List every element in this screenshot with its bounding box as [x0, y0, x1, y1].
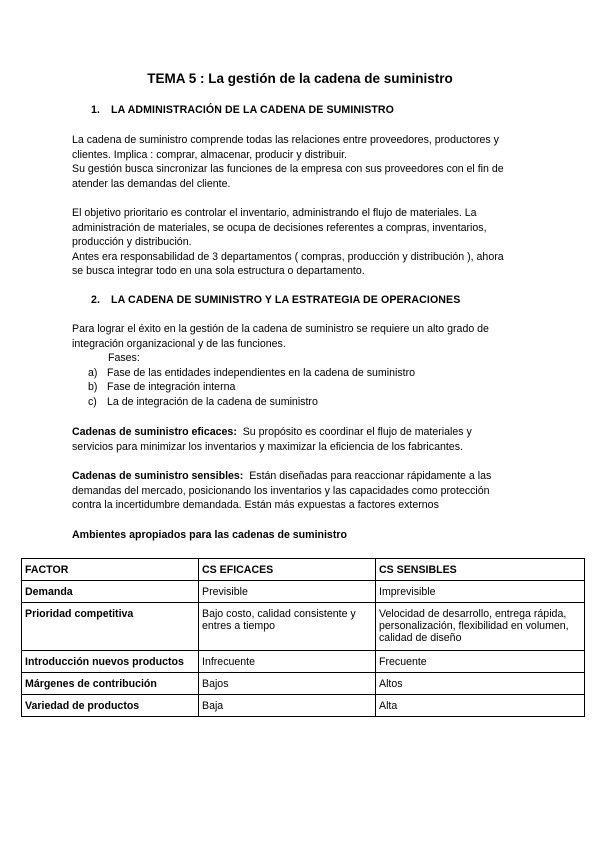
section-1-heading [91, 104, 394, 116]
text-line: El objetivo prioritario es controlar el inventario, administrando el flujo de materiales. La [72, 207, 477, 219]
table-cell: Imprevisible [376, 581, 585, 603]
table-cell: Velocidad de desarrollo, entrega rápida, personalización, flexibilidad en volumen, calidad de diseño [376, 603, 585, 651]
list-item [88, 380, 415, 395]
text-line: producción y distribución. [72, 236, 192, 249]
page-title: TEMA 5 : La gestión de la cadena de suministro [147, 71, 453, 86]
text-line: clientes. Implica : comprar, almacenar, producir y distribuir. [72, 148, 347, 161]
fases-list [88, 351, 415, 409]
eficaces-term: Cadenas de suministro eficaces: [72, 426, 237, 438]
table-cell: Introducción nuevos productos [22, 651, 199, 673]
text-line: integración organizacional y de las funciones. [72, 337, 286, 350]
table-header-cell: FACTOR [22, 559, 199, 581]
table-cell: Previsible [199, 581, 376, 603]
table-cell: Bajos [199, 673, 376, 695]
comparison-table [21, 558, 585, 717]
text-line: atender las demandas del cliente. [72, 177, 231, 190]
table-header-cell: CS EFICACES [199, 559, 376, 581]
text-line: demandas del mercado, posicionando los inventarios y las capacidades como protección [72, 484, 490, 497]
text-line: administración de materiales, se ocupa de decisiones referentes a compras, inventarios, [72, 221, 487, 234]
table-row [22, 695, 585, 717]
table-row [22, 673, 585, 695]
eficaces-text: Su propósito es coordinar el flujo de materiales y [236, 426, 472, 438]
table-cell: Prioridad competitiva [22, 603, 199, 651]
text-line: contra la incertidumbre demandada. Están más expuestas a factores externos [72, 499, 439, 512]
table-header-cell: CS SENSIBLES [376, 559, 585, 581]
list-item [88, 395, 415, 410]
table-header-row [22, 559, 585, 581]
fases-label: Fases: [108, 352, 140, 364]
section-2-title: LA CADENA DE SUMINISTRO Y LA ESTRATEGIA DE OPERACIONES [111, 294, 461, 306]
list-marker: c) [88, 395, 97, 408]
table-cell: Variedad de productos [22, 695, 199, 717]
text-line: Antes era responsabilidad de 3 departamentos ( compras, producción y distribución ), ahora [72, 250, 504, 263]
table-row [22, 581, 585, 603]
eficaces-paragraph [72, 425, 532, 454]
table-cell: Demanda [22, 581, 199, 603]
table-cell: Infrecuente [199, 651, 376, 673]
sensibles-term: Cadenas de suministro sensibles: [72, 470, 244, 482]
table-title: Ambientes apropiados para las cadenas de suministro [72, 529, 347, 541]
text-line: Su gestión busca sincronizar las funciones de la empresa con sus proveedores con el fin de [72, 163, 504, 176]
section-1-number: 1. [91, 104, 101, 116]
section-2-heading [91, 294, 460, 306]
table-cell: Bajo costo, calidad consistente y entres a tiempo [199, 603, 376, 651]
list-item-text: Fase de las entidades independientes en la cadena de suministro [107, 366, 416, 379]
section-1-paragraph-1 [72, 133, 532, 191]
list-marker: b) [88, 381, 98, 394]
sensibles-text: Están diseñadas para reaccionar rápidamente a las [243, 470, 492, 482]
list-item [88, 366, 415, 381]
text-line [72, 425, 532, 440]
table-cell: Altos [376, 673, 585, 695]
table-row [22, 603, 585, 651]
text-line: servicios para minimizar los inventarios y maximizar la eficiencia de los fabricantes. [72, 440, 463, 453]
text-line: La cadena de suministro comprende todas las relaciones entre proveedores, productores y [72, 134, 499, 146]
section-2-paragraph-1 [72, 322, 532, 351]
text-line: Para lograr el éxito en la gestión de la cadena de suministro se requiere un alto grado de [72, 323, 489, 335]
section-1-title: LA ADMINISTRACIÓN DE LA CADENA DE SUMINISTRO [111, 104, 395, 116]
list-item-text: La de integración de la cadena de suministro [107, 395, 318, 408]
table-row [22, 651, 585, 673]
table-cell: Frecuente [376, 651, 585, 673]
text-line [72, 469, 532, 484]
list-item-text: Fase de integración interna [107, 381, 236, 394]
table-cell: Baja [199, 695, 376, 717]
section-2-number: 2. [91, 294, 101, 306]
section-1-paragraph-2 [72, 206, 532, 279]
sensibles-paragraph [72, 469, 532, 513]
table-cell: Márgenes de contribución [22, 673, 199, 695]
list-marker: a) [88, 366, 98, 379]
table-cell: Alta [376, 695, 585, 717]
text-line: se busca integrar todo en una sola estructura o departamento. [72, 265, 365, 278]
